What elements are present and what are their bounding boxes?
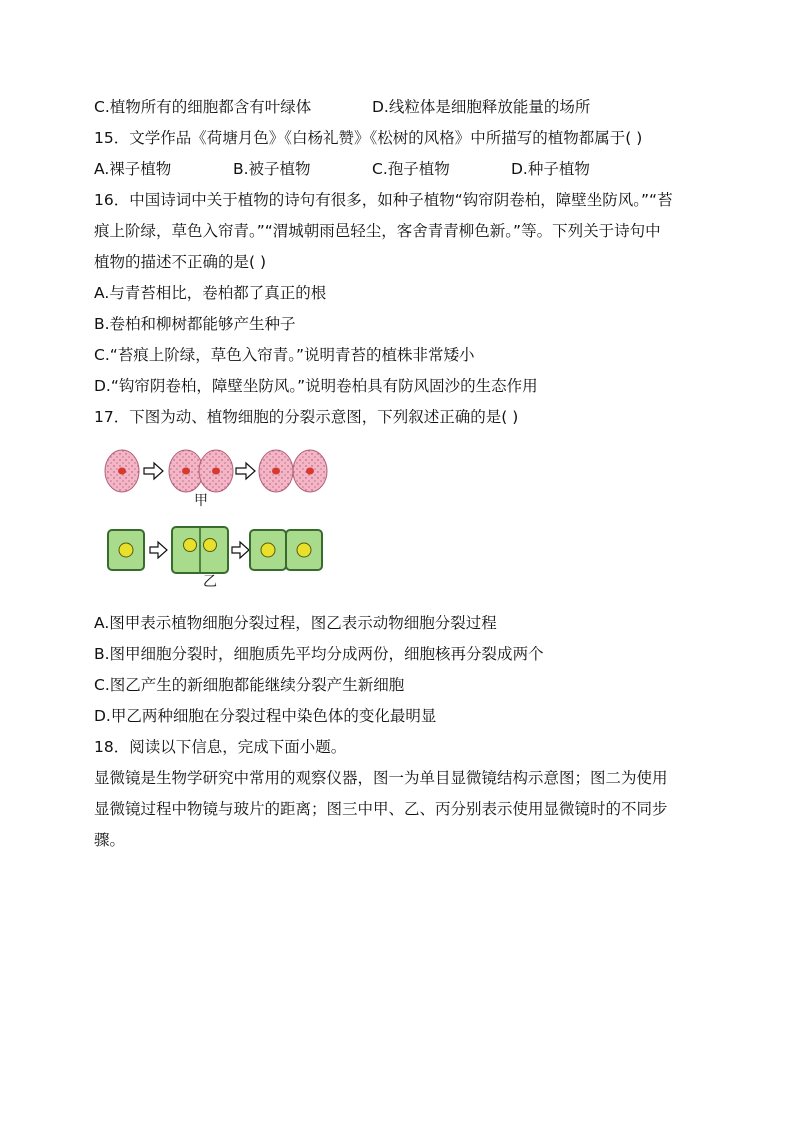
q16-stem-line-3: 植物的描述不正确的是( ) <box>94 253 267 271</box>
figure-label-jia: 甲 <box>194 493 208 509</box>
q15-stem: 15．文学作品《荷塘月色》《白杨礼赞》《松树的风格》中所描写的植物都属于( ) <box>94 129 643 147</box>
q18-stem: 18．阅读以下信息，完成下面小题。 <box>94 738 347 756</box>
plant-cell-dividing <box>172 527 228 573</box>
arrow-icon <box>232 542 249 558</box>
q16-option-c: C.“苔痕上阶绿，草色入帘青。”说明青苔的植株非常矮小 <box>94 346 475 364</box>
plant-cell-daughters <box>250 530 322 570</box>
q18-passage-line-2: 显微镜过程中物镜与玻片的距离；图三中甲、乙、丙分别表示使用显微镜时的不同步 <box>94 800 668 818</box>
q18-passage-line-1: 显微镜是生物学研究中常用的观察仪器，图一为单目显微镜结构示意图；图二为使用 <box>94 769 668 787</box>
q15-option-a: A.裸子植物 <box>94 160 172 178</box>
q15-option-b: B.被子植物 <box>233 160 311 178</box>
animal-cell-dividing <box>169 450 233 492</box>
q14-option-d: D.线粒体是细胞释放能量的场所 <box>372 98 591 116</box>
arrow-icon <box>150 542 167 558</box>
q16-option-d: D.“钩帘阴卷柏，障壁坐防风。”说明卷柏具有防风固沙的生态作用 <box>94 377 538 395</box>
figure-label-yi: 乙 <box>203 574 217 590</box>
q17-stem: 17．下图为动、植物细胞的分裂示意图，下列叙述正确的是( ) <box>94 408 519 426</box>
q16-stem-line-2: 痕上阶绿，草色入帘青。”“渭城朝雨邑轻尘，客舍青青柳色新。”等。下列关于诗句中 <box>94 222 661 240</box>
q16-option-a: A.与青苔相比，卷柏都了真正的根 <box>94 284 327 302</box>
q17-option-c: C.图乙产生的新细胞都能继续分裂产生新细胞 <box>94 676 405 694</box>
q17-option-a: A.图甲表示植物细胞分裂过程，图乙表示动物细胞分裂过程 <box>94 614 497 632</box>
q18-passage-line-3: 骤。 <box>94 831 126 849</box>
cell-division-figure <box>94 440 354 600</box>
arrow-icon <box>236 463 255 479</box>
q14-options-row <box>94 97 700 117</box>
q15-option-c: C.孢子植物 <box>372 160 450 178</box>
q16-option-b: B.卷柏和柳树都能够产生种子 <box>94 315 296 333</box>
q15-options-row <box>94 159 700 179</box>
animal-cell-parent <box>105 450 139 492</box>
cell-division-diagram <box>94 440 354 600</box>
q17-option-b: B.图甲细胞分裂时，细胞质先平均分成两份，细胞核再分裂成两个 <box>94 645 544 663</box>
q16-stem-line-1: 16．中国诗词中关于植物的诗句有很多，如种子植物“钩帘阴卷柏，障壁坐防风。”“苔 <box>94 191 673 209</box>
plant-cell-row <box>108 527 322 573</box>
q15-option-d: D.种子植物 <box>511 160 590 178</box>
animal-cell-row <box>105 450 327 492</box>
q17-option-d: D.甲乙两种细胞在分裂过程中染色体的变化最明显 <box>94 707 437 725</box>
q14-option-c: C.植物所有的细胞都含有叶绿体 <box>94 98 312 116</box>
plant-cell-parent <box>108 530 144 570</box>
animal-cell-daughters <box>259 450 327 492</box>
arrow-icon <box>144 463 163 479</box>
